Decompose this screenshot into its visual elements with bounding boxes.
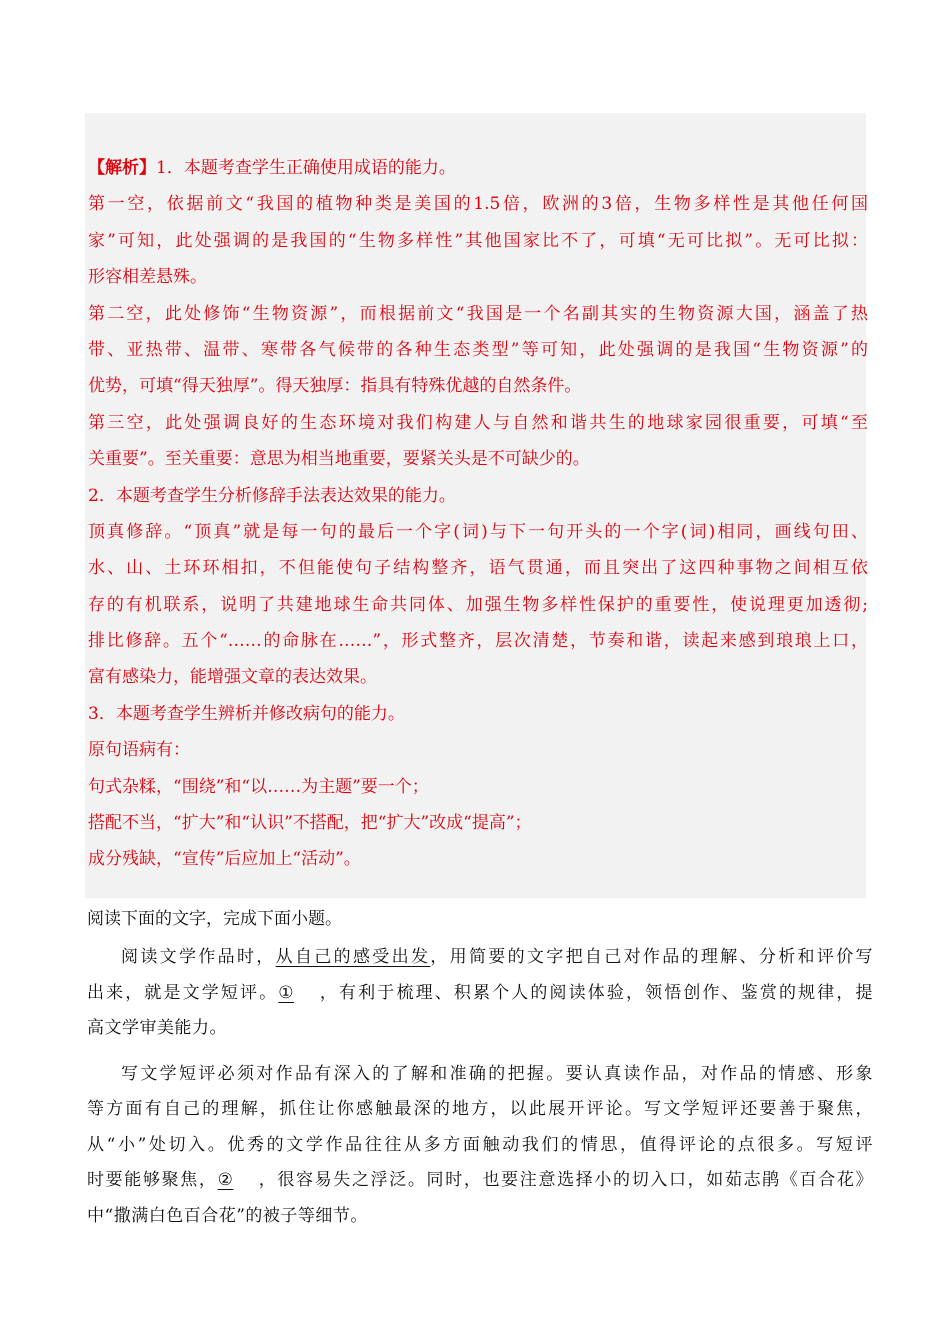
analysis-line: 形容相差悬殊。 [88,267,207,288]
analysis-line: 3．本题考查学生辨析并修改病句的能力。 [88,703,405,724]
blank-1: ① [278,982,295,1003]
analysis-line: 第三空，此处强调良好的生态环境对我们构建人与自然和谐共生的地球家园很重要，可填“至 [88,412,868,433]
passage-line: 写文学短评必须对作品有深入的了解和准确的把握。要认真读作品，对作品的情感、形象 [121,1063,873,1084]
passage-line: 出来，就是文学短评。① ，有利于梳理、积累个人的阅读体验，领悟创作、鉴赏的规律，提 [87,976,873,1012]
analysis-line: 原句语病有： [88,740,190,761]
reading-instruction: 阅读下面的文字，完成下面小题。 [87,909,342,929]
analysis-line: 关重要”。至关重要：意思为相当地重要，要紧关头是不可缺少的。 [88,449,590,470]
analysis-line: 顶真修辞。“顶真”就是每一句的最后一个字(词)与下一句开头的一个字(词)相同，画线句田、 [88,521,868,542]
analysis-line: 水、山、土环环相扣，不但能使句子结构整齐，语气贯通，而且突出了这四种事物之间相互依 [88,558,868,579]
analysis-line: 第二空，此处修饰“生物资源”，而根据前文“我国是一个名副其实的生物资源大国，涵盖了热 [88,303,868,324]
passage-line: 从“小”处切入。优秀的文学作品往往从多方面触动我们的情思，值得评论的点很多。写短评 [87,1134,873,1155]
reading-passage [87,940,873,1234]
analysis-line: 富有感染力，能增强文章的表达效果。 [88,667,377,688]
underlined-phrase: 从自己的感受出发 [275,947,431,967]
analysis-line: 成分残缺，“宣传”后应加上“活动”。 [88,849,361,870]
passage-line: 阅读文学作品时，从自己的感受出发，用简要的文字把自己对作品的理解、分析和评价写 [121,947,874,967]
analysis-line: 句式杂糅，“围绕”和“以……为主题”要一个； [88,776,429,797]
analysis-tag: 【解析】 [88,158,156,178]
analysis-line: 存的有机联系，说明了共建地球生命共同体、加强生物多样性保护的重要性，使说理更加透彻; [88,594,868,615]
passage-line: 等方面有自己的理解，抓住让你感触最深的地方，以此展开评论。写文学短评还要善于聚焦， [87,1099,873,1119]
analysis-line: 家”可知，此处强调的是我国的“生物多样性”其他国家比不了，可填“无可比拟”。无可比拟： [88,230,868,251]
analysis-line: 搭配不当，“扩大”和“认识”不搭配，把“扩大”改成“提高”； [88,813,532,834]
analysis-line: 带、亚热带、温带、寒带各气候带的各种生态类型”等可知，此处强调的是我国“生物资源”的 [88,339,868,360]
analysis-line: 第一空，依据前文“我国的植物种类是美国的1.5倍，欧洲的3倍，生物多样性是其他任何国 [88,194,868,215]
analysis-line: 优势，可填“得天独厚”。得天独厚：指具有特殊优越的自然条件。 [88,376,582,397]
analysis-text [88,150,868,878]
passage-line: 高文学审美能力。 [87,1018,227,1038]
blank-2: ② [217,1170,234,1190]
passage-line: 中“撒满白色百合花”的被子等细节。 [87,1205,368,1226]
analysis-line: 排比修辞。五个“……的命脉在……”，形式整齐，层次清楚，节奏和谐，读起来感到琅琅上口， [88,631,868,652]
analysis-line: 2．本题考查学生分析修辞手法表达效果的能力。 [88,485,456,506]
analysis-line: 【解析】1．本题考查学生正确使用成语的能力。 [88,158,456,178]
passage-line: 时要能够聚焦，② ，很容易失之浮泛。同时，也要注意选择小的切入口，如茹志鹃《百合花》 [87,1163,873,1199]
